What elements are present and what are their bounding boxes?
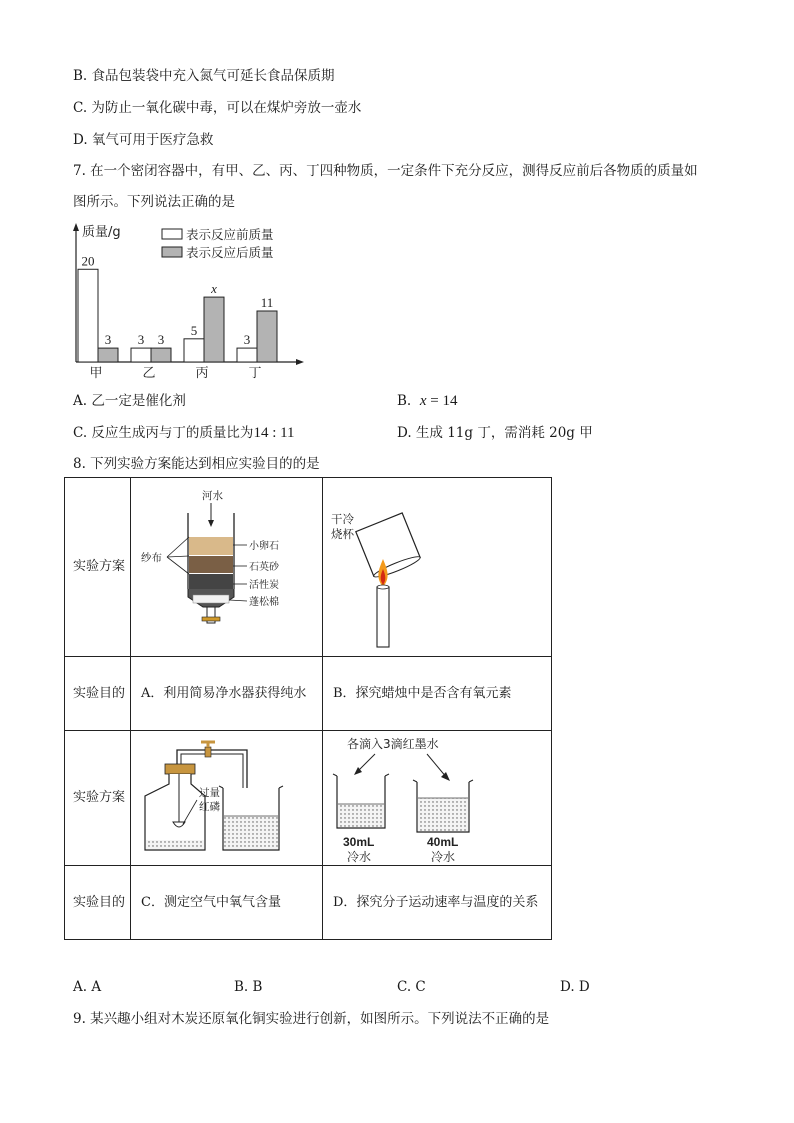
fig-a-cotton-layer [193,595,229,603]
bar-after-1 [151,348,171,362]
fig-b-candle-body [377,587,389,647]
bar-label-after-1: 3 [157,332,165,348]
fig-a-cotton-pointer [229,600,247,601]
q8-stem: 8. 下列实验方案能达到相应实验目的的是 [73,456,320,472]
fig-c-stopper [165,764,195,774]
x-axis-arrow [296,359,304,365]
row-label-goal-2: 实验目的 [65,866,131,940]
category-label-0: 甲 [89,366,103,381]
q7-option-c [73,424,295,442]
q8-answer-a: A. A [73,979,102,995]
fig-b-label-cup-text: 干冷 [331,511,354,526]
q7-option-b-var: x [419,393,427,409]
q9-stem: 9. 某兴趣小组对木炭还原氧化铜实验进行创新，如图所示。下列说法不正确的是 [73,1011,550,1027]
bar-label-before-3: 3 [243,332,251,348]
fig-d-right-beaker-lip [413,780,473,782]
bar-label-after-3: 11 [260,295,274,310]
category-label-1: 乙 [142,366,156,381]
q7-option-d: D. 生成 11g 丁，需消耗 20g 甲 [397,425,593,441]
bar-before-2 [184,339,204,362]
goal-b: B．探究蜡烛中是否含有氧元素 [323,657,552,731]
bar-after-3 [257,311,277,362]
figure-c-red-phosphorus [131,731,323,866]
bar-label-after-2: x [211,281,217,297]
fig-d-arrowhead-right [441,772,450,781]
fig-a-cloth-pointer-3 [167,557,189,574]
fig-c-label-phosphorus: 过量红磷 [199,786,220,813]
q7-option-c-ratio: 14 : 11 [253,425,295,441]
legend-swatch-after [162,247,182,257]
y-axis-arrow [73,223,79,231]
fig-d-label-drops: 各滴入3滴红墨水 [347,736,439,751]
fig-a-cloth-pointer-1 [167,537,189,557]
fig-a-label-carbon: 活性炭 [249,579,279,591]
bar-before-3 [237,348,257,362]
fig-a-pebble-layer [189,537,233,555]
q7-option-b [397,392,457,410]
fig-a-clip [202,617,220,621]
fig-b-inverted-beaker [356,512,422,579]
q7-stem-line1: 7. 在一个密闭容器中，有甲、乙、丙、丁四种物质，一定条件下充分反应，测得反应前后各物质的质量如 [73,163,698,179]
goal-c: C．测定空气中氧气含量 [131,866,323,940]
category-label-3: 丁 [248,366,262,381]
q7-option-b-prefix: B. [397,393,412,409]
bar-label-after-0: 3 [104,332,112,348]
bar-label-before-1: 3 [137,332,145,348]
bar-after-0 [98,348,118,362]
fig-a-label-cotton: 蓬松棉 [249,596,279,608]
fig-d-right-volume: 40mL [427,834,459,849]
fig-a-label-cloth: 纱布 [141,551,162,564]
row-label-scheme-1: 实验方案 [65,478,131,657]
figure-a-water-filter [131,478,323,657]
fig-a-label-river: 河水 [202,489,223,502]
figure-d-red-ink [323,731,552,866]
fig-b-label-cup [331,512,358,541]
mass-bar-chart [66,220,326,385]
q7-option-c-text: C. 反应生成丙与丁的质量比为 [73,425,254,441]
goal-d: D．探究分子运动速率与温度的关系 [323,866,552,940]
bar-label-before-0: 20 [81,253,95,269]
fig-a-inflow-arrowhead [208,520,214,527]
fig-b-candle-top [377,585,389,589]
q8-answer-d: D. D [560,979,590,995]
fig-b-label-cup-text-2: 烧杯 [331,526,354,541]
option-d-q6: D. 氧气可用于医疗急救 [73,132,214,148]
fig-d-left-water [338,804,384,827]
fig-a-sand-layer [189,556,233,573]
q8-answer-b: B. B [234,979,263,995]
option-b-q6: B. 食品包装袋中充入氮气可延长食品保质期 [73,68,335,84]
fig-d-left-beaker-lip [333,774,389,776]
fig-a-label-pebble: 小卵石 [249,540,279,552]
q7-option-a: A. 乙一定是催化剂 [73,393,186,409]
bar-label-before-2: 5 [190,322,198,338]
fig-c-clamp [205,747,211,757]
fig-c-clamp-handle [201,742,215,747]
legend-label-after: 表示反应后质量 [186,245,274,260]
q7-stem-line2: 图所示。下列说法正确的是 [73,194,235,210]
bar-before-1 [131,348,151,362]
y-axis-label: 质量/g [82,225,121,240]
fig-c-beaker-lip [219,786,283,788]
category-label-2: 丙 [195,366,209,381]
legend-swatch-before [162,229,182,239]
bar-before-0 [78,269,98,362]
bar-after-2 [204,297,224,362]
experiment-table [64,477,552,940]
legend-label-before: 表示反应前质量 [186,227,274,242]
fig-d-left-type: 冷水 [347,849,372,864]
fig-a-cloth-pointer-2 [167,556,189,557]
goal-a: A．利用简易净水器获得纯水 [131,657,323,731]
fig-d-right-type: 冷水 [431,849,456,864]
fig-d-right-water [418,798,468,831]
fig-d-left-volume: 30mL [343,834,375,849]
fig-c-flask [145,774,205,850]
q7-option-b-value: = 14 [426,393,458,409]
figure-b-candle [323,478,552,657]
row-label-goal-1: 实验目的 [65,657,131,731]
fig-c-beaker-water [224,816,278,849]
row-label-scheme-2: 实验方案 [65,731,131,866]
fig-c-flask-water [146,840,204,849]
option-c-q6: C. 为防止一氧化碳中毒，可以在煤炉旁放一壶水 [73,100,362,116]
q8-answer-c: C. C [397,979,426,995]
fig-a-label-sand: 石英砂 [249,561,279,573]
